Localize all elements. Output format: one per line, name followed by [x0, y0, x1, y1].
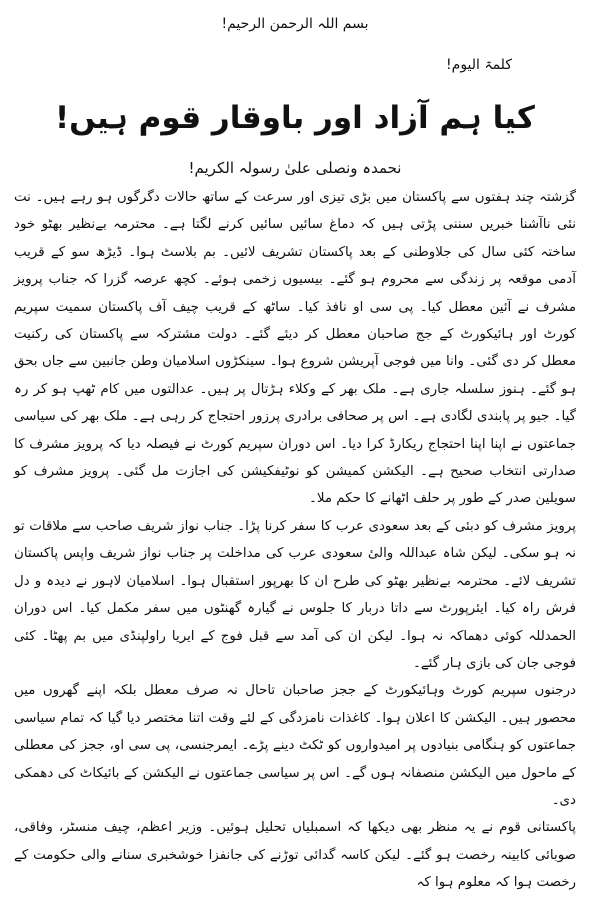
- headline: کیا ہم آزاد اور باوقار قوم ہیں!: [55, 100, 535, 136]
- column-label: کلمۃ الیوم!: [446, 57, 512, 73]
- bismillah: بسم اللہ الرحمن الرحیم!: [221, 16, 369, 32]
- paragraph: پاکستانی قوم نے یہ منظر بھی دیکھا کہ اسمبلیاں تحلیل ہوئیں۔ وزیر اعظم، چیف منسٹر، وفاقی، صوبائی کابینہ رخصت ہو گئے۔ لیکن کاسہ گدائی توڑنے کی جانفزا خوشخبری سنانے والی حکومت کے رخصت ہوا کہ معلوم ہوا کہ: [14, 820, 576, 891]
- article-body: [14, 184, 576, 897]
- paragraph: درجنوں سپریم کورٹ وہائیکورٹ کے ججز صاحبان تاحال نہ صرف معطل بلکہ اپنے گھروں میں محصور ہیں۔ الیکشن کا اعلان ہوا۔ کاغذات نامزدگی کے لئے وقت اتنا مختصر دیا گیا کہ تمام سیاسی جماعتوں کو ہنگامی بنیادوں پر امیدواروں کو ٹکٹ دینے پڑے۔ ایمرجنسی، پی سی او، ججز کی معطلی کے ماحول میں الیکشن منصفانہ ہوں گے۔ اس پر سیاسی جماعتوں نے الیکشن کے بائیکاٹ کی دھمکی دی۔: [14, 683, 576, 808]
- paragraph: گزشتہ چند ہفتوں سے پاکستان میں بڑی تیزی اور سرعت کے ساتھ حالات دگرگوں ہو رہے ہیں۔ نت نئی ناآشنا خبریں سننی پڑتی ہیں کہ دماغ سائیں سائیں کرنے لگتا ہے۔ محترمہ بےنظیر بھٹو خود ساختہ کئی سال کی جلاوطنی کے بعد پاکستان تشریف لائیں۔ بم بلاسٹ ہوا۔ ڈیڑھ سو کے قریب آدمی موقعہ پر زندگی سے محروم ہو گئے۔ بیسیوں زخمی ہوئے۔ کچھ عرصہ گزرا کہ جناب پرویز مشرف نے آئین معطل کیا۔ پی سی او نافذ کیا۔ ساٹھ کے قریب چیف آف پاکستان سمیت سپریم کورٹ اور ہائیکورٹ کے جج صاحبان معطل کر دیئے گئے۔ دولت مشترکہ سے پاکستان کی رکنیت معطل کر دی گئی۔ وانا میں فوجی آپریشن شروع ہوا۔ سینکڑوں اسلامیان وطن جانبین سے جاں بحق ہو گئے۔ ہنوز سلسلہ جاری ہے۔ ملک بھر کے وکلاء ہڑتال پر ہیں۔ عدالتوں میں کام ٹھپ ہو کر رہ گیا۔ جیو پر پابندی لگادی ہے۔ اس پر صحافی برادری پرزور احتجاج کر رہی ہے۔ ملک بھر کی سیاسی جماعتوں نے اپنا اپنا احتجاج ریکارڈ کرا دیا۔ اس دوران سپریم کورٹ نے فیصلہ دیا کہ پرویز مشرف کا صدارتی انتخاب صحیح ہے۔ الیکشن کمیشن کو نوٹیفکیشن کی اجازت مل گئی۔ پرویز مشرف کو سویلین صدر کے طور پر حلف اٹھانے کا حکم ملا۔: [14, 190, 576, 507]
- salutation: نحمدہ ونصلی علیٰ رسولہ الکریم!: [188, 159, 402, 177]
- paragraph: پرویز مشرف کو دبئی کے بعد سعودی عرب کا سفر کرنا پڑا۔ جناب نواز شریف صاحب سے ملاقات تو نہ ہو سکی۔ لیکن شاہ عبداللہ والیٔ سعودی عرب کی مداخلت پر جناب نواز شریف واپس پاکستان تشریف لائے۔ محترمہ بےنظیر بھٹو کی طرح ان کا بھرپور استقبال ہوا۔ اسلامیان لاہور نے دیدہ و دل فرش راہ کیا۔ ایئرپورٹ سے داتا دربار کا جلوس نے گیارہ گھنٹوں میں سفر مکمل کیا۔ اس دوران الحمدللہ کوئی دھماکہ نہ ہوا۔ لیکن ان کی آمد سے قبل فوج کے ایریا راولپنڈی میں بم پھٹا۔ کئی فوجی جان کی بازی ہار گئے۔: [14, 518, 576, 671]
